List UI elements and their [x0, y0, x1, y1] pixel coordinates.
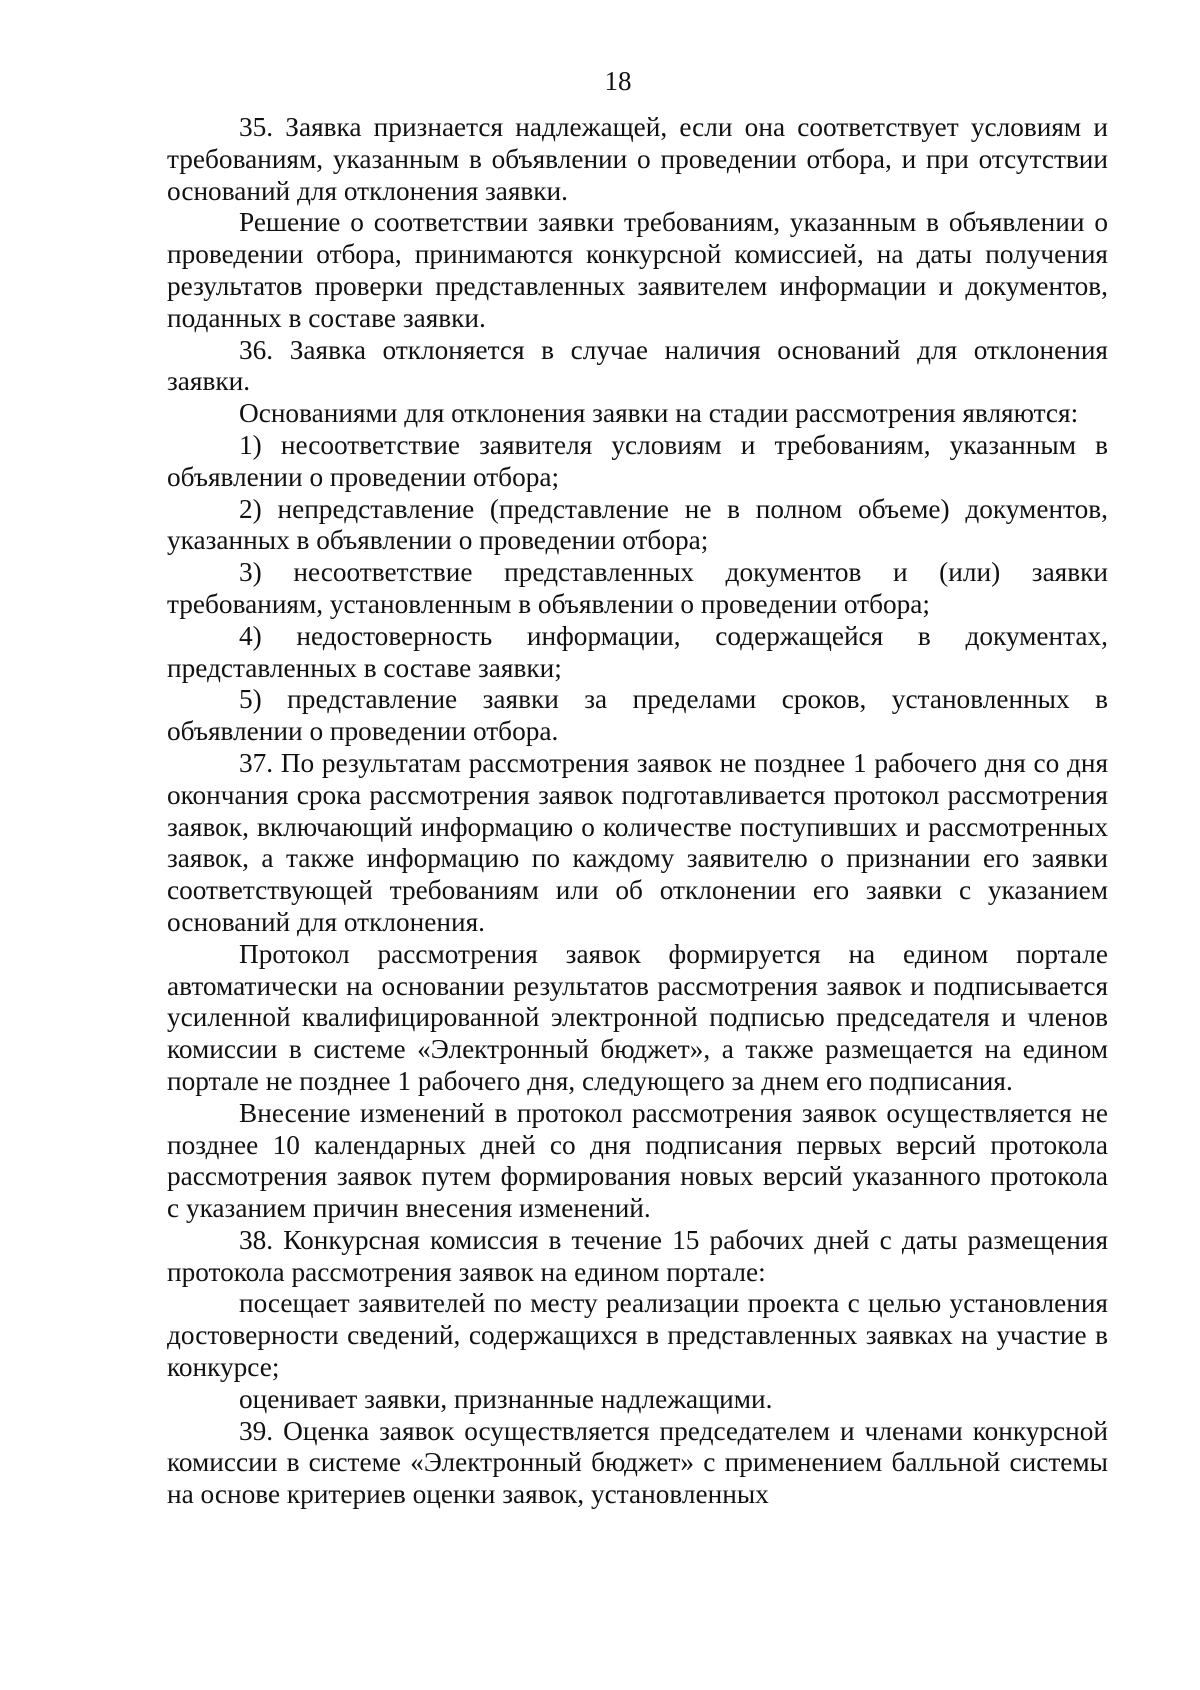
paragraph-37-amendments: Внесение изменений в протокол рассмотрения заявок осуществляется не позднее 10 календарных дней со дня подписания первых версий протокола рассмотрения заявок путем формирования новых версий указанного протокола с указанием причин внесения изменений. [167, 1097, 1108, 1224]
list-item-4: 4) недостоверность информации, содержащейся в документах, представленных в составе заявки; [167, 620, 1108, 683]
paragraph-35-decision: Решение о соответствии заявки требованиям, указанным в объявлении о проведении отбора, принимаются конкурсной комиссией, на даты получения результатов проверки представленных заявителем информации и документов, поданных в составе заявки. [167, 207, 1108, 333]
paragraph-37-protocol: Протокол рассмотрения заявок формируется на едином портале автоматически на основании результатов рассмотрения заявок и подписывается усиленной квалифицированной электронной подписью председателя и членов комиссии в системе «Электронный бюджет», а также размещается на едином портале не позднее 1 рабочего дня, следующего за днем его подписания. [167, 938, 1108, 1096]
list-item-5: 5) представление заявки за пределами сроков, установленных в объявлении о проведении отбора. [167, 684, 1108, 747]
paragraph-35: 35. Заявка признается надлежащей, если она соответствует условиям и требованиям, указанным в объявлении о проведении отбора, и при отсутствии оснований для отклонения заявки. [167, 112, 1108, 206]
paragraph-38-evaluates: оценивает заявки, признанные надлежащими. [239, 1383, 773, 1414]
document-body [167, 112, 1108, 1511]
paragraph-36: 36. Заявка отклоняется в случае наличия оснований для отклонения заявки. [167, 334, 1108, 397]
paragraph-38: 38. Конкурсная комиссия в течение 15 рабочих дней с даты размещения протокола рассмотрения заявок на едином портале: [167, 1224, 1108, 1287]
list-item-1: 1) несоответствие заявителя условиям и требованиям, указанным в объявлении о проведении отбора; [167, 429, 1108, 492]
paragraph-37: 37. По результатам рассмотрения заявок не позднее 1 рабочего дня со дня окончания срока рассмотрения заявок подготавливается протокол рассмотрения заявок, включающий информацию о количестве поступивших и рассмотренных заявок, а также информацию по каждому заявителю о признании его заявки соответствующей требованиям или об отклонении его заявки с указанием оснований для отклонения. [167, 747, 1108, 937]
list-item-3: 3) несоответствие представленных документов и (или) заявки требованиям, установленным в объявлении о проведении отбора; [167, 557, 1108, 619]
paragraph-36-grounds-intro: Основаниями для отклонения заявки на стадии рассмотрения являются: [239, 398, 1079, 429]
page-number: 18 [604, 66, 632, 96]
paragraph-39: 39. Оценка заявок осуществляется председателем и членами конкурсной комиссии в системе «Электронный бюджет» с применением балльной системы на основе критериев оценки заявок, установленных [167, 1415, 1108, 1510]
paragraph-38-visits: посещает заявителей по месту реализации проекта с целью установления достоверности сведений, содержащихся в представленных заявках на участие в конкурсе; [167, 1288, 1108, 1383]
list-item-2: 2) непредставление (представление не в полном объеме) документов, указанных в объявлении о проведении отбора; [167, 493, 1108, 556]
